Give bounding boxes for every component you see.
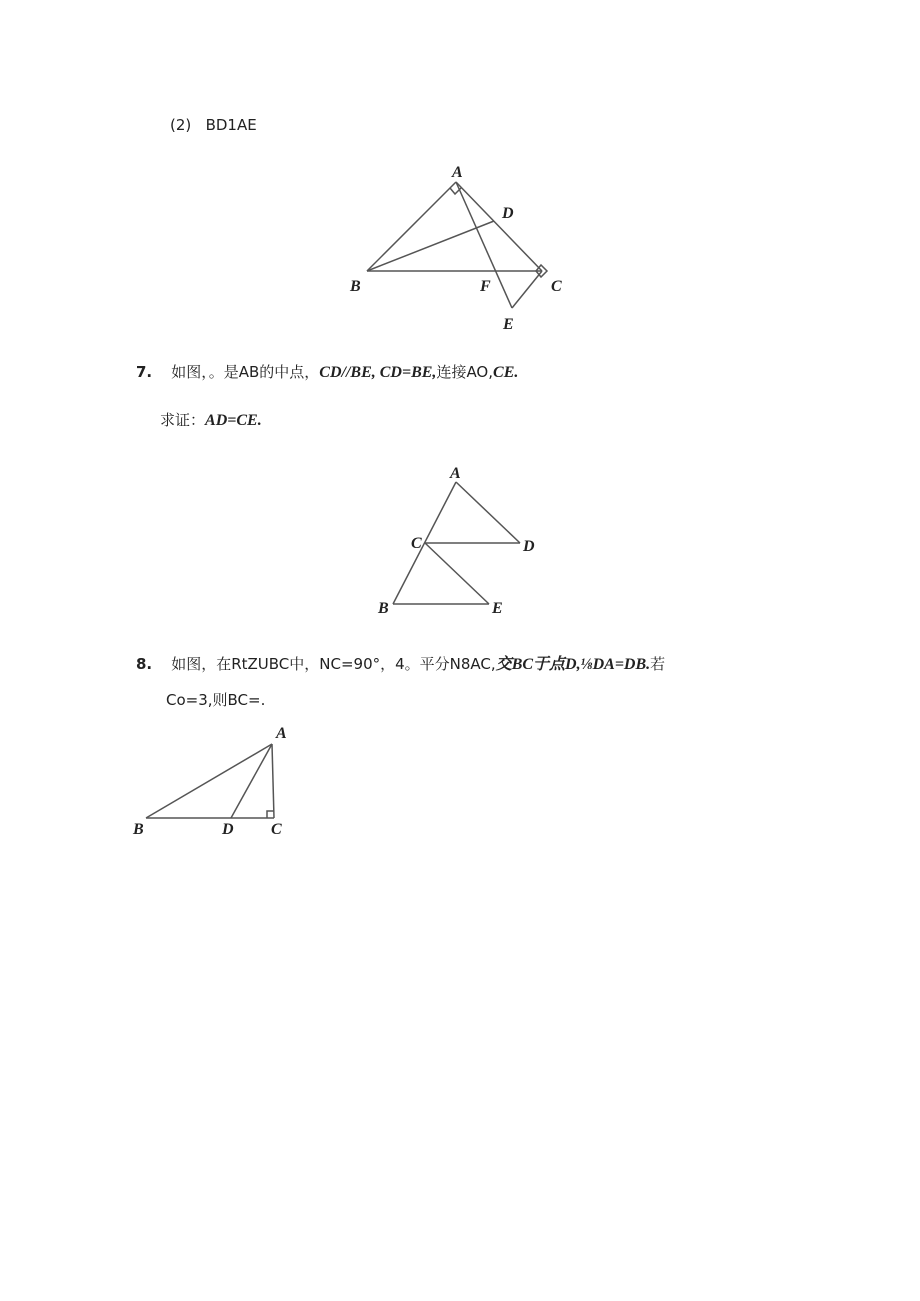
right-angle-mark-c [267, 811, 274, 818]
figure-2-label-c: C [411, 535, 422, 552]
problem-8-number: 8. [136, 655, 153, 673]
problem-8-text-a: 如图，在RtZUBC中，NC=90°，4。平分N8AC, [171, 655, 496, 673]
problem-8-text-c: 若 [650, 655, 666, 673]
item-2-text: BD1AE [205, 116, 257, 134]
figure-1-label-e: E [503, 316, 514, 333]
figure-3-label-a: A [276, 725, 287, 742]
problem-8-line-2-text: Co=3,则BC=. [166, 691, 266, 709]
figure-1-label-b: B [350, 278, 361, 295]
problem-7-text-a: 如图，。是AB的中点， [171, 363, 320, 381]
figure-1-label-c: C [551, 278, 562, 295]
figure-2-label-e: E [492, 600, 503, 617]
segment-ad [231, 744, 272, 818]
figure-2-label-a: A [450, 465, 461, 482]
item-2-label: (2) [170, 116, 192, 134]
problem-8-text-b: 交BC于点D,⅛DA=DB. [495, 656, 651, 673]
figure-2-label-d: D [523, 538, 535, 555]
figure-1-label-f: F [480, 278, 491, 295]
figure-3-label-c: C [271, 821, 282, 838]
problem-7-number: 7. [136, 363, 153, 381]
figure-1-label-d: D [502, 205, 514, 222]
figure-3-label-b: B [133, 821, 144, 838]
problem-7-prove-expr: AD=CE. [205, 412, 262, 429]
problem-7-prove-label: 求证： [160, 411, 206, 429]
problem-7-text-b: CD//BE, CD=BE, [319, 364, 437, 381]
figure-3-label-d: D [222, 821, 234, 838]
segment-ab [146, 744, 272, 818]
segment-ac [272, 744, 274, 818]
problem-7-text-d: CE. [493, 364, 519, 381]
figure-2-label-b: B [378, 600, 389, 617]
figure-1-label-a: A [452, 164, 463, 181]
problem-7-text-c: 连接AO, [436, 363, 494, 381]
